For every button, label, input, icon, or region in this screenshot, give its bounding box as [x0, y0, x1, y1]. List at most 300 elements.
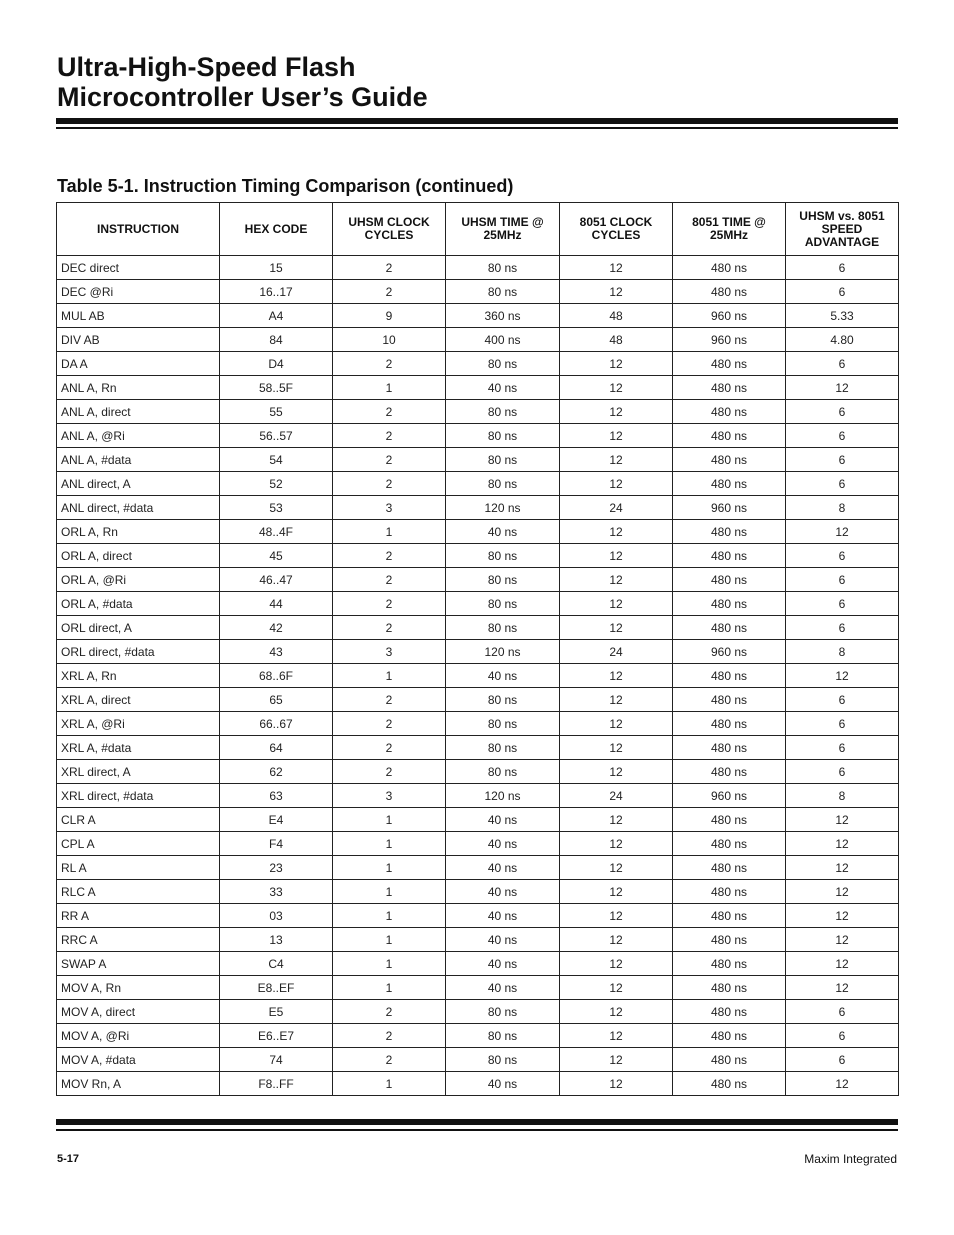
8051-clock-cycles-cell: 12 [560, 448, 673, 472]
uhsm-clock-cycles-cell: 2 [333, 280, 446, 304]
speed-advantage-cell: 6 [786, 568, 899, 592]
uhsm-time-cell: 80 ns [446, 352, 560, 376]
table-row [57, 472, 899, 496]
hex-code-cell: E5 [220, 1000, 333, 1024]
speed-advantage-cell: 12 [786, 952, 899, 976]
uhsm-time-cell: 120 ns [446, 496, 560, 520]
instruction-cell: ANL A, #data [57, 448, 220, 472]
speed-advantage-cell: 6 [786, 448, 899, 472]
hex-code-cell: 55 [220, 400, 333, 424]
uhsm-clock-cycles-cell: 1 [333, 952, 446, 976]
uhsm-time-cell: 120 ns [446, 640, 560, 664]
document-title-line-1: Ultra-High-Speed Flash [57, 52, 356, 82]
uhsm-time-cell: 80 ns [446, 424, 560, 448]
instruction-cell: RRC A [57, 928, 220, 952]
speed-advantage-cell: 12 [786, 832, 899, 856]
uhsm-clock-cycles-cell: 1 [333, 520, 446, 544]
8051-time-cell: 480 ns [673, 448, 786, 472]
8051-time-cell: 480 ns [673, 736, 786, 760]
instruction-cell: XRL A, #data [57, 736, 220, 760]
uhsm-clock-cycles-cell: 2 [333, 712, 446, 736]
uhsm-clock-cycles-cell: 2 [333, 256, 446, 280]
speed-advantage-cell: 5.33 [786, 304, 899, 328]
8051-clock-cycles-cell: 24 [560, 496, 673, 520]
uhsm-time-cell: 40 ns [446, 856, 560, 880]
table-row [57, 1048, 899, 1072]
hex-code-cell: 13 [220, 928, 333, 952]
uhsm-time-cell: 80 ns [446, 472, 560, 496]
instruction-cell: CLR A [57, 808, 220, 832]
hex-code-cell: E6..E7 [220, 1024, 333, 1048]
table-body [57, 256, 899, 1096]
uhsm-time-cell: 40 ns [446, 808, 560, 832]
8051-time-cell: 480 ns [673, 856, 786, 880]
speed-advantage-cell: 6 [786, 712, 899, 736]
8051-clock-cycles-cell: 12 [560, 808, 673, 832]
instruction-cell: DEC direct [57, 256, 220, 280]
uhsm-time-cell: 400 ns [446, 328, 560, 352]
speed-advantage-cell: 6 [786, 256, 899, 280]
8051-time-cell: 480 ns [673, 280, 786, 304]
8051-clock-cycles-cell: 12 [560, 1000, 673, 1024]
uhsm-clock-cycles-cell: 9 [333, 304, 446, 328]
uhsm-time-cell: 80 ns [446, 1000, 560, 1024]
8051-clock-cycles-cell: 12 [560, 904, 673, 928]
table-row [57, 1024, 899, 1048]
8051-clock-cycles-cell: 24 [560, 640, 673, 664]
hex-code-cell: F8..FF [220, 1072, 333, 1096]
8051-clock-cycles-cell: 12 [560, 688, 673, 712]
table-row [57, 448, 899, 472]
8051-clock-cycles-cell: 24 [560, 784, 673, 808]
table-row [57, 496, 899, 520]
8051-time-cell: 480 ns [673, 904, 786, 928]
table-row [57, 256, 899, 280]
column-header-hex-code: HEX CODE [220, 203, 333, 256]
document-title [57, 52, 428, 112]
uhsm-clock-cycles-cell: 3 [333, 496, 446, 520]
speed-advantage-cell: 8 [786, 784, 899, 808]
8051-time-cell: 480 ns [673, 760, 786, 784]
hex-code-cell: 66..67 [220, 712, 333, 736]
uhsm-time-cell: 80 ns [446, 544, 560, 568]
8051-clock-cycles-cell: 12 [560, 616, 673, 640]
8051-clock-cycles-cell: 12 [560, 568, 673, 592]
instruction-cell: XRL A, direct [57, 688, 220, 712]
uhsm-clock-cycles-cell: 2 [333, 1048, 446, 1072]
8051-time-cell: 480 ns [673, 1024, 786, 1048]
speed-advantage-cell: 12 [786, 808, 899, 832]
table-row [57, 328, 899, 352]
8051-time-cell: 960 ns [673, 784, 786, 808]
uhsm-time-cell: 40 ns [446, 376, 560, 400]
uhsm-clock-cycles-cell: 1 [333, 880, 446, 904]
column-header-speed-advantage: UHSM vs. 8051 SPEED ADVANTAGE [786, 203, 899, 256]
uhsm-clock-cycles-cell: 2 [333, 1024, 446, 1048]
uhsm-time-cell: 80 ns [446, 280, 560, 304]
table-row [57, 1000, 899, 1024]
8051-clock-cycles-cell: 12 [560, 928, 673, 952]
8051-time-cell: 480 ns [673, 712, 786, 736]
uhsm-time-cell: 40 ns [446, 928, 560, 952]
speed-advantage-cell: 12 [786, 880, 899, 904]
8051-clock-cycles-cell: 12 [560, 400, 673, 424]
hex-code-cell: E8..EF [220, 976, 333, 1000]
8051-time-cell: 480 ns [673, 592, 786, 616]
uhsm-time-cell: 80 ns [446, 736, 560, 760]
hex-code-cell: 64 [220, 736, 333, 760]
hex-code-cell: 33 [220, 880, 333, 904]
uhsm-clock-cycles-cell: 1 [333, 976, 446, 1000]
speed-advantage-cell: 12 [786, 1072, 899, 1096]
speed-advantage-cell: 6 [786, 280, 899, 304]
8051-time-cell: 480 ns [673, 664, 786, 688]
column-header-instruction: INSTRUCTION [57, 203, 220, 256]
8051-time-cell: 480 ns [673, 568, 786, 592]
instruction-cell: ORL direct, #data [57, 640, 220, 664]
uhsm-clock-cycles-cell: 1 [333, 376, 446, 400]
speed-advantage-cell: 6 [786, 1000, 899, 1024]
table-row [57, 856, 899, 880]
8051-time-cell: 480 ns [673, 1048, 786, 1072]
header-rule-thick [56, 118, 898, 124]
uhsm-clock-cycles-cell: 1 [333, 664, 446, 688]
speed-advantage-cell: 6 [786, 1024, 899, 1048]
instruction-cell: MOV Rn, A [57, 1072, 220, 1096]
speed-advantage-cell: 6 [786, 472, 899, 496]
8051-clock-cycles-cell: 12 [560, 712, 673, 736]
table-row [57, 592, 899, 616]
uhsm-time-cell: 360 ns [446, 304, 560, 328]
uhsm-clock-cycles-cell: 2 [333, 352, 446, 376]
table-row [57, 832, 899, 856]
speed-advantage-cell: 6 [786, 688, 899, 712]
8051-clock-cycles-cell: 12 [560, 376, 673, 400]
hex-code-cell: 53 [220, 496, 333, 520]
8051-time-cell: 480 ns [673, 400, 786, 424]
instruction-cell: ANL A, direct [57, 400, 220, 424]
table-row [57, 280, 899, 304]
uhsm-clock-cycles-cell: 1 [333, 832, 446, 856]
table-row [57, 808, 899, 832]
speed-advantage-cell: 6 [786, 736, 899, 760]
hex-code-cell: 84 [220, 328, 333, 352]
instruction-cell: ORL A, @Ri [57, 568, 220, 592]
instruction-cell: MOV A, Rn [57, 976, 220, 1000]
table-row [57, 664, 899, 688]
speed-advantage-cell: 8 [786, 640, 899, 664]
instruction-cell: ORL A, direct [57, 544, 220, 568]
uhsm-clock-cycles-cell: 2 [333, 424, 446, 448]
8051-clock-cycles-cell: 12 [560, 976, 673, 1000]
table-row [57, 784, 899, 808]
uhsm-time-cell: 80 ns [446, 256, 560, 280]
speed-advantage-cell: 6 [786, 760, 899, 784]
instruction-cell: ORL direct, A [57, 616, 220, 640]
8051-time-cell: 960 ns [673, 640, 786, 664]
table-row [57, 400, 899, 424]
uhsm-clock-cycles-cell: 2 [333, 592, 446, 616]
uhsm-clock-cycles-cell: 2 [333, 568, 446, 592]
instruction-cell: SWAP A [57, 952, 220, 976]
column-header-uhsm-clock-cycles: UHSM CLOCK CYCLES [333, 203, 446, 256]
table-row [57, 904, 899, 928]
uhsm-clock-cycles-cell: 2 [333, 688, 446, 712]
speed-advantage-cell: 12 [786, 928, 899, 952]
8051-time-cell: 480 ns [673, 376, 786, 400]
8051-clock-cycles-cell: 12 [560, 880, 673, 904]
speed-advantage-cell: 6 [786, 400, 899, 424]
instruction-cell: DEC @Ri [57, 280, 220, 304]
8051-clock-cycles-cell: 12 [560, 256, 673, 280]
8051-clock-cycles-cell: 12 [560, 664, 673, 688]
8051-time-cell: 480 ns [673, 1072, 786, 1096]
uhsm-time-cell: 80 ns [446, 688, 560, 712]
hex-code-cell: 45 [220, 544, 333, 568]
8051-clock-cycles-cell: 12 [560, 424, 673, 448]
instruction-cell: ANL A, @Ri [57, 424, 220, 448]
8051-time-cell: 480 ns [673, 424, 786, 448]
8051-clock-cycles-cell: 12 [560, 472, 673, 496]
speed-advantage-cell: 12 [786, 376, 899, 400]
instruction-cell: MOV A, @Ri [57, 1024, 220, 1048]
8051-clock-cycles-cell: 12 [560, 352, 673, 376]
uhsm-clock-cycles-cell: 10 [333, 328, 446, 352]
instruction-cell: DA A [57, 352, 220, 376]
hex-code-cell: 46..47 [220, 568, 333, 592]
uhsm-clock-cycles-cell: 1 [333, 904, 446, 928]
hex-code-cell: 58..5F [220, 376, 333, 400]
uhsm-time-cell: 40 ns [446, 1072, 560, 1096]
instruction-cell: ORL A, Rn [57, 520, 220, 544]
hex-code-cell: E4 [220, 808, 333, 832]
hex-code-cell: 54 [220, 448, 333, 472]
uhsm-time-cell: 80 ns [446, 1048, 560, 1072]
speed-advantage-cell: 4.80 [786, 328, 899, 352]
8051-clock-cycles-cell: 12 [560, 280, 673, 304]
instruction-cell: ORL A, #data [57, 592, 220, 616]
uhsm-time-cell: 80 ns [446, 616, 560, 640]
8051-time-cell: 480 ns [673, 928, 786, 952]
uhsm-time-cell: 80 ns [446, 1024, 560, 1048]
instruction-cell: MOV A, #data [57, 1048, 220, 1072]
uhsm-time-cell: 40 ns [446, 904, 560, 928]
hex-code-cell: 16..17 [220, 280, 333, 304]
instruction-cell: ANL A, Rn [57, 376, 220, 400]
uhsm-clock-cycles-cell: 1 [333, 856, 446, 880]
8051-time-cell: 480 ns [673, 688, 786, 712]
instruction-cell: MOV A, direct [57, 1000, 220, 1024]
uhsm-clock-cycles-cell: 2 [333, 448, 446, 472]
8051-clock-cycles-cell: 12 [560, 1072, 673, 1096]
8051-clock-cycles-cell: 48 [560, 304, 673, 328]
hex-code-cell: 44 [220, 592, 333, 616]
document-title-line-2: Microcontroller User’s Guide [57, 82, 428, 112]
table-row [57, 544, 899, 568]
instruction-cell: RR A [57, 904, 220, 928]
8051-time-cell: 480 ns [673, 256, 786, 280]
uhsm-clock-cycles-cell: 2 [333, 544, 446, 568]
8051-clock-cycles-cell: 12 [560, 856, 673, 880]
uhsm-time-cell: 40 ns [446, 976, 560, 1000]
uhsm-clock-cycles-cell: 2 [333, 400, 446, 424]
8051-time-cell: 480 ns [673, 472, 786, 496]
8051-time-cell: 480 ns [673, 520, 786, 544]
speed-advantage-cell: 6 [786, 592, 899, 616]
table-row [57, 640, 899, 664]
uhsm-clock-cycles-cell: 2 [333, 1000, 446, 1024]
header-rule-thin [56, 127, 898, 129]
table-row [57, 952, 899, 976]
8051-time-cell: 960 ns [673, 304, 786, 328]
hex-code-cell: F4 [220, 832, 333, 856]
table-row [57, 976, 899, 1000]
instruction-cell: RLC A [57, 880, 220, 904]
table-row [57, 760, 899, 784]
8051-clock-cycles-cell: 12 [560, 736, 673, 760]
table-row [57, 928, 899, 952]
footer-rule-thin [56, 1129, 898, 1131]
8051-time-cell: 960 ns [673, 496, 786, 520]
8051-time-cell: 480 ns [673, 952, 786, 976]
speed-advantage-cell: 12 [786, 856, 899, 880]
uhsm-time-cell: 80 ns [446, 760, 560, 784]
table-header-row [57, 203, 899, 256]
hex-code-cell: 62 [220, 760, 333, 784]
table-row [57, 304, 899, 328]
instruction-cell: XRL direct, A [57, 760, 220, 784]
uhsm-clock-cycles-cell: 2 [333, 472, 446, 496]
instruction-cell: DIV AB [57, 328, 220, 352]
uhsm-clock-cycles-cell: 1 [333, 1072, 446, 1096]
hex-code-cell: 42 [220, 616, 333, 640]
uhsm-time-cell: 40 ns [446, 664, 560, 688]
table-row [57, 880, 899, 904]
instruction-cell: CPL A [57, 832, 220, 856]
company-name: Maxim Integrated [804, 1152, 897, 1166]
uhsm-time-cell: 40 ns [446, 832, 560, 856]
hex-code-cell: A4 [220, 304, 333, 328]
8051-clock-cycles-cell: 12 [560, 760, 673, 784]
speed-advantage-cell: 12 [786, 664, 899, 688]
uhsm-time-cell: 80 ns [446, 448, 560, 472]
uhsm-time-cell: 80 ns [446, 592, 560, 616]
hex-code-cell: 74 [220, 1048, 333, 1072]
page-number: 5-17 [57, 1153, 80, 1165]
hex-code-cell: 48..4F [220, 520, 333, 544]
8051-clock-cycles-cell: 48 [560, 328, 673, 352]
uhsm-time-cell: 80 ns [446, 400, 560, 424]
table-row [57, 688, 899, 712]
speed-advantage-cell: 6 [786, 424, 899, 448]
instruction-cell: ANL direct, #data [57, 496, 220, 520]
column-header-8051-time: 8051 TIME @ 25MHz [673, 203, 786, 256]
uhsm-clock-cycles-cell: 1 [333, 928, 446, 952]
table-row [57, 736, 899, 760]
table-caption: Table 5-1. Instruction Timing Comparison (continued) [57, 176, 514, 196]
hex-code-cell: 52 [220, 472, 333, 496]
uhsm-clock-cycles-cell: 2 [333, 616, 446, 640]
uhsm-clock-cycles-cell: 2 [333, 736, 446, 760]
uhsm-time-cell: 120 ns [446, 784, 560, 808]
8051-time-cell: 480 ns [673, 352, 786, 376]
uhsm-time-cell: 80 ns [446, 712, 560, 736]
instruction-cell: XRL A, Rn [57, 664, 220, 688]
instruction-cell: XRL direct, #data [57, 784, 220, 808]
hex-code-cell: 15 [220, 256, 333, 280]
8051-time-cell: 480 ns [673, 1000, 786, 1024]
uhsm-time-cell: 40 ns [446, 880, 560, 904]
8051-time-cell: 960 ns [673, 328, 786, 352]
hex-code-cell: D4 [220, 352, 333, 376]
uhsm-clock-cycles-cell: 1 [333, 808, 446, 832]
hex-code-cell: 56..57 [220, 424, 333, 448]
table-row [57, 424, 899, 448]
uhsm-clock-cycles-cell: 3 [333, 784, 446, 808]
8051-clock-cycles-cell: 12 [560, 520, 673, 544]
instruction-timing-table [56, 202, 899, 1096]
instruction-cell: ANL direct, A [57, 472, 220, 496]
speed-advantage-cell: 12 [786, 904, 899, 928]
speed-advantage-cell: 6 [786, 1048, 899, 1072]
8051-clock-cycles-cell: 12 [560, 592, 673, 616]
8051-time-cell: 480 ns [673, 616, 786, 640]
hex-code-cell: 43 [220, 640, 333, 664]
8051-time-cell: 480 ns [673, 976, 786, 1000]
8051-clock-cycles-cell: 12 [560, 1048, 673, 1072]
column-header-uhsm-time: UHSM TIME @ 25MHz [446, 203, 560, 256]
uhsm-time-cell: 40 ns [446, 520, 560, 544]
uhsm-time-cell: 80 ns [446, 568, 560, 592]
hex-code-cell: 63 [220, 784, 333, 808]
8051-time-cell: 480 ns [673, 832, 786, 856]
hex-code-cell: 03 [220, 904, 333, 928]
uhsm-clock-cycles-cell: 2 [333, 760, 446, 784]
table-row [57, 376, 899, 400]
8051-time-cell: 480 ns [673, 544, 786, 568]
uhsm-time-cell: 40 ns [446, 952, 560, 976]
table-row [57, 520, 899, 544]
speed-advantage-cell: 6 [786, 544, 899, 568]
8051-time-cell: 480 ns [673, 808, 786, 832]
8051-clock-cycles-cell: 12 [560, 1024, 673, 1048]
8051-clock-cycles-cell: 12 [560, 544, 673, 568]
hex-code-cell: 65 [220, 688, 333, 712]
speed-advantage-cell: 12 [786, 520, 899, 544]
speed-advantage-cell: 6 [786, 352, 899, 376]
footer-rule-thick [56, 1119, 898, 1125]
speed-advantage-cell: 6 [786, 616, 899, 640]
8051-clock-cycles-cell: 12 [560, 832, 673, 856]
8051-clock-cycles-cell: 12 [560, 952, 673, 976]
uhsm-clock-cycles-cell: 3 [333, 640, 446, 664]
speed-advantage-cell: 8 [786, 496, 899, 520]
table-row [57, 568, 899, 592]
hex-code-cell: 68..6F [220, 664, 333, 688]
hex-code-cell: 23 [220, 856, 333, 880]
table-row [57, 352, 899, 376]
table-row [57, 712, 899, 736]
table-row [57, 616, 899, 640]
speed-advantage-cell: 12 [786, 976, 899, 1000]
8051-time-cell: 480 ns [673, 880, 786, 904]
table-row [57, 1072, 899, 1096]
column-header-8051-clock-cycles: 8051 CLOCK CYCLES [560, 203, 673, 256]
instruction-cell: RL A [57, 856, 220, 880]
instruction-cell: XRL A, @Ri [57, 712, 220, 736]
instruction-cell: MUL AB [57, 304, 220, 328]
hex-code-cell: C4 [220, 952, 333, 976]
